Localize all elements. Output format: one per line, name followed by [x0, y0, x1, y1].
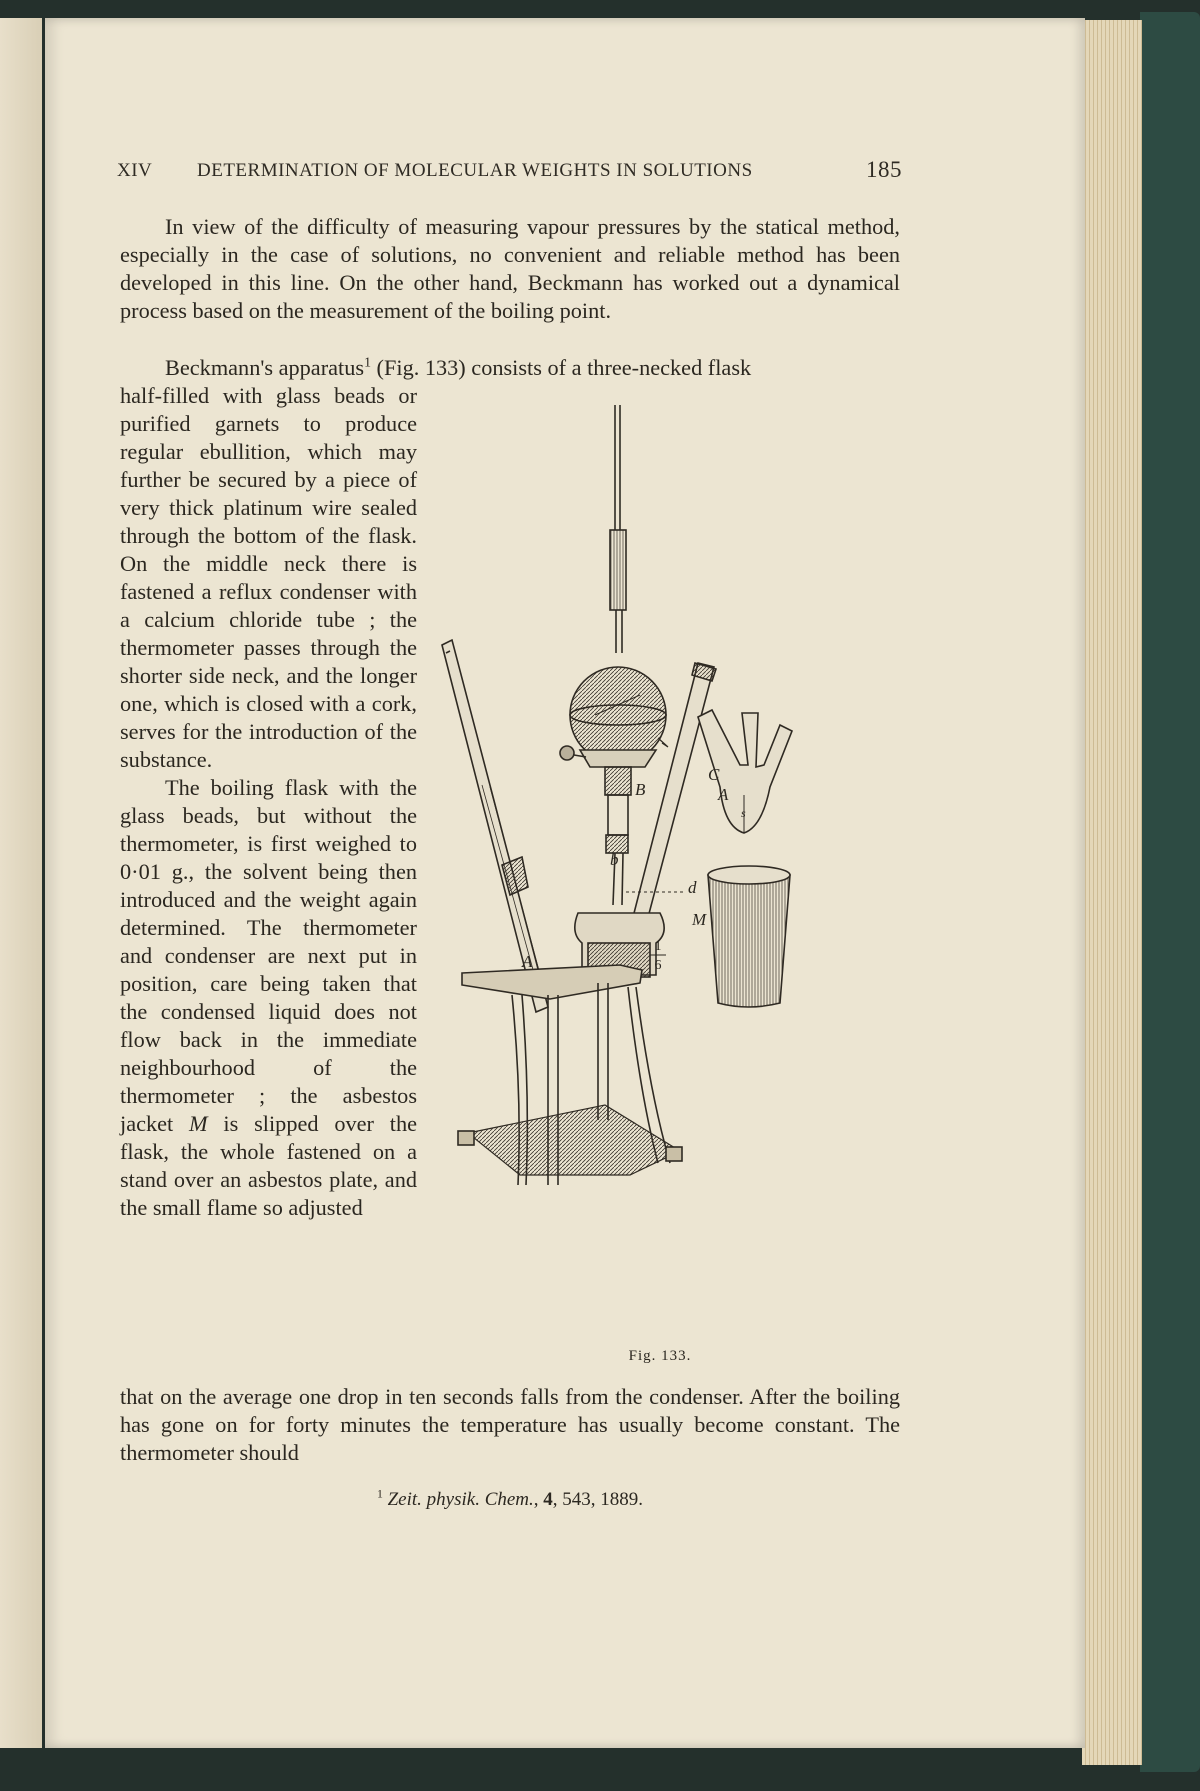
paragraph-1: [120, 213, 900, 325]
figure-caption: Fig. 133.: [628, 1348, 692, 1364]
footnote-journal: Zeit. physik. Chem.: [387, 1489, 534, 1510]
paragraph-3-b: is slipped over the flask, the whole fastened on a stand over an asbestos plate, and the small flame so adjusted: [120, 1111, 417, 1220]
label-s: s: [741, 806, 746, 820]
paragraph-3-column: [120, 774, 417, 1222]
previous-page-edge: [0, 18, 42, 1748]
stand: [458, 965, 682, 1185]
running-title: DETERMINATION OF MOLECULAR WEIGHTS IN SOLUTIONS: [197, 160, 753, 181]
footnote-ref: 1: [364, 354, 371, 370]
figure-133: [430, 395, 910, 1355]
paragraph-2-lead: [120, 354, 900, 382]
apparatus-illustration: [430, 395, 910, 1355]
footnote-marker: 1: [376, 1487, 383, 1501]
footnote-rest: , 543, 1889.: [552, 1489, 644, 1510]
paragraph-3-continuation: [120, 1383, 900, 1467]
label-B: B: [635, 780, 646, 799]
label-A: A: [522, 952, 533, 971]
paragraph-3-M: M: [189, 1111, 208, 1136]
page-edges: [1082, 20, 1142, 1765]
scale-denominator: 6: [654, 958, 662, 973]
paragraph-2-column: half-filled with glass beads or purified garnets to produce regular ebullition, which may further be secured by a piece of very thick platinum wire sealed through the bottom of the flask. On the middle neck there is fastened a reflux condenser with a calcium chloride tube ; the thermometer passes through the shorter side neck, and the longer one, which is closed with a cork, serves for the introduction of the substance.: [120, 383, 417, 772]
scale-numerator: 1: [654, 939, 662, 954]
footnote: $^1$ Zeit. physik. Chem., 4, 543, 1889.: [376, 1487, 644, 1510]
label-A-detail: A: [718, 785, 729, 804]
chapter-number: XIV: [117, 160, 153, 181]
footnote-volume: 4: [543, 1489, 553, 1510]
label-C: C: [708, 765, 720, 784]
book-cover: [1140, 12, 1200, 1772]
label-M: M: [692, 910, 707, 929]
paragraph-2-first-line: [120, 354, 900, 382]
paragraph-2-lead-text: Beckmann's apparatus: [165, 355, 365, 380]
paragraph-2-rest: (Fig. 133) consists of a three-necked flask: [370, 355, 752, 380]
paragraph-3-a: The boiling flask with the glass beads, but without the thermometer, is first weighed to 0·01 g., the solvent being then introduced and the weight again determined. The thermometer and condenser are next put in position, care being taken that the condensed liquid does not flow back in the immediate neighbourhood of the thermometer ; the asbestos jacket: [120, 775, 417, 1136]
reflux-condenser: [560, 405, 668, 905]
paragraph-1-text: In view of the difficulty of measuring vapour pressures by the statical method, especially in the case of solutions, no convenient and reliable method has been developed in this line. On the other hand, Beckmann has worked out a dynamical process based on the measurement of the boiling point.: [120, 214, 900, 323]
paragraph-3-full-text: that on the average one drop in ten seconds falls from the condenser. After the boiling has gone on for forty minutes the temperature has usually become constant. The thermometer should: [120, 1384, 900, 1465]
label-d: d: [688, 878, 697, 897]
label-b: b: [610, 850, 619, 869]
page-number: 185: [866, 157, 902, 182]
asbestos-jacket-detail: [708, 866, 790, 1007]
left-column: [120, 382, 417, 1222]
